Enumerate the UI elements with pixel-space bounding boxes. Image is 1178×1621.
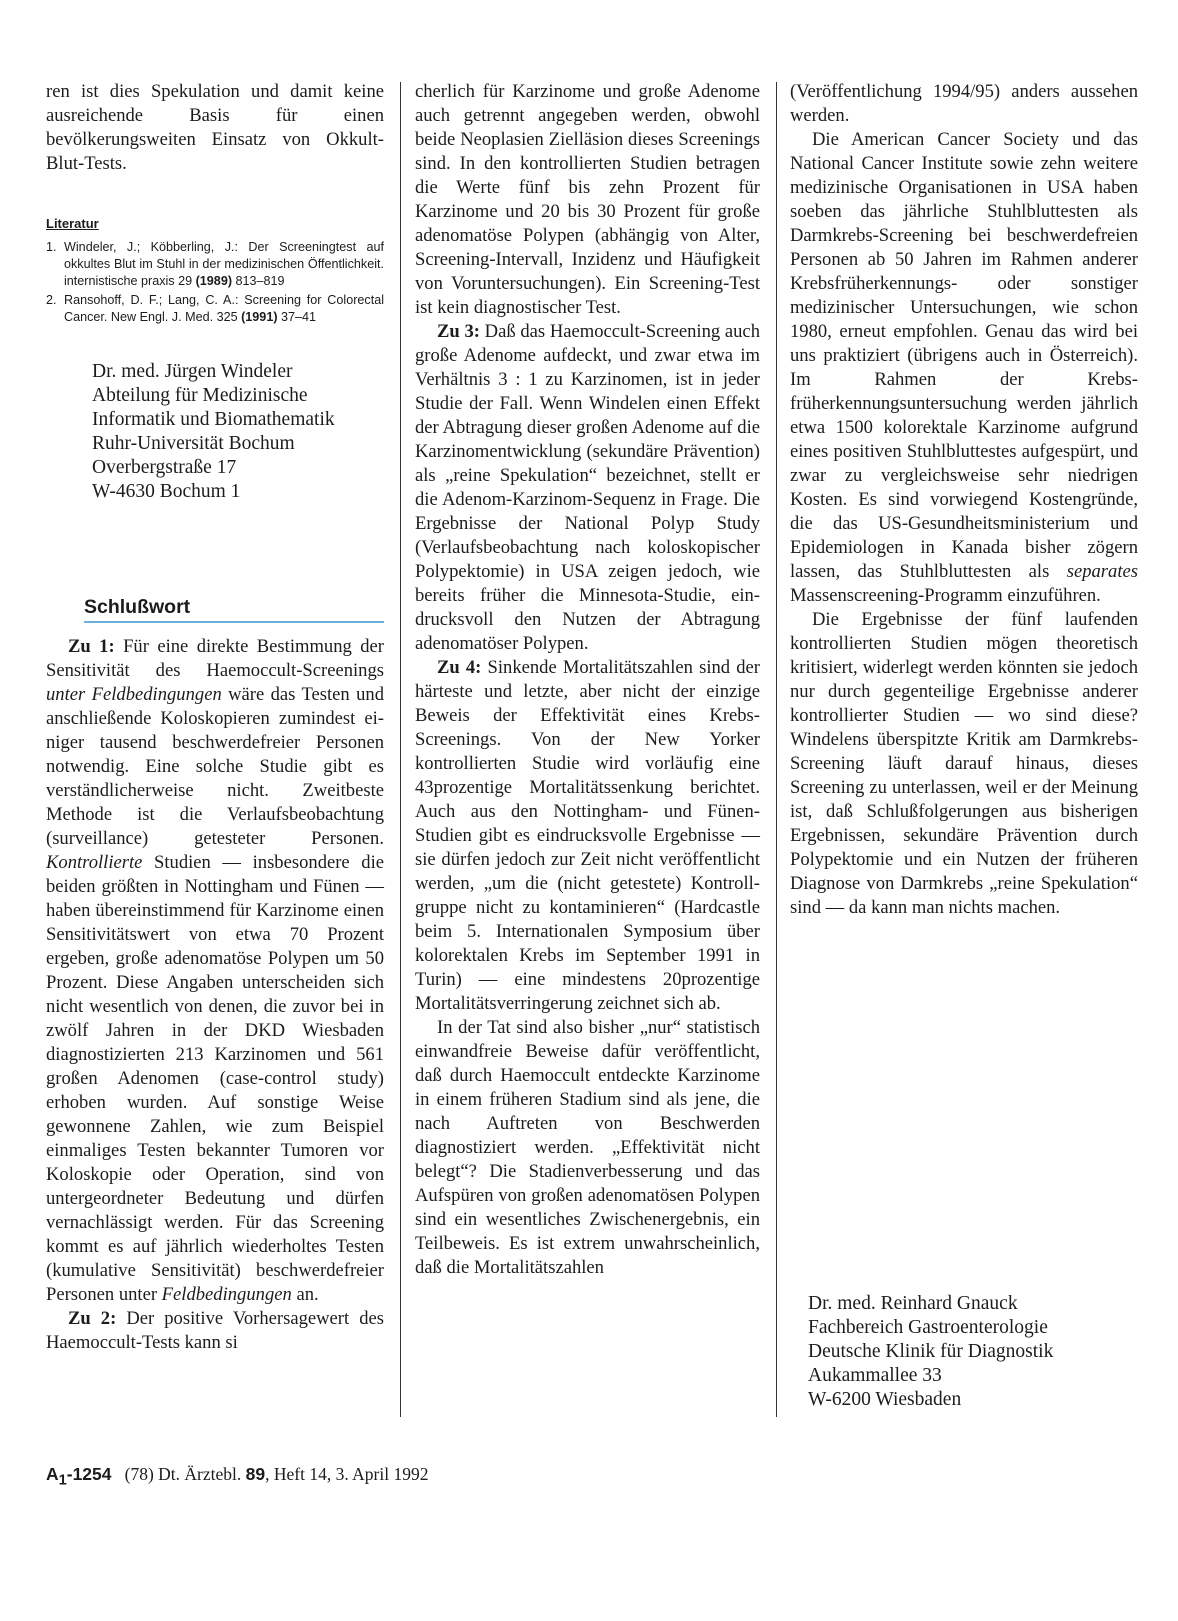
reference-item <box>46 239 384 290</box>
column-rule-left <box>400 82 401 1417</box>
address-line: Dr. med. Reinhard Gnauck <box>808 1293 1018 1314</box>
address-line: Aukammallee 33 <box>808 1365 942 1386</box>
reference-year: (1991) <box>241 310 278 324</box>
column-2 <box>415 80 760 1280</box>
column-rule-right <box>776 82 777 1417</box>
page-footer <box>46 1464 428 1489</box>
author-address <box>808 1292 1053 1412</box>
point-label: Zu 2: <box>68 1308 117 1329</box>
reference-list <box>46 239 384 326</box>
reference-pages: 37–41 <box>277 310 317 324</box>
address-line: Overbergstraße 17 <box>92 457 237 478</box>
paragraph: Die Ergebnisse der fünf laufenden kontrollierten Studien mögen theoretisch kritisiert, widerlegt werden könnten sie jedoch nur durch gegenteilige Ergebnisse anderer kontrollierter Studien — wo sind diese? Windelens überspitzte Kritik am Darmkrebs-Screening läuft darauf hinaus, dieses Screening zu unterlassen, weil er der Meinung ist, daß Schlußfolgerungen aus bisherigen Ergebnissen, sekundäre Prävention durch Polypektomie und ein Nutzen der früheren Diagnose von Darmkrebs „reine Spekulation“ sind — da kann man nichts machen. <box>790 609 1138 918</box>
column-3 <box>790 80 1138 920</box>
intro-paragraph: ren ist dies Spekulation und damit keine ausreichende Basis für einen bevölkerungsweiten Einsatz von Okkult-Blut-Tests. <box>46 81 384 174</box>
address-line: Informatik und Biomathematik <box>92 409 335 430</box>
paragraph-zu2: Zu 2: Der positive Vorhersagewert des Haemoccult-Tests kann si <box>46 1308 384 1353</box>
reference-text: Windeler, J.; Köbberling, J.: Der Screeningtest auf okkultes Blut im Stuhl in der medizinischen Öffentlichkeit. internistische praxis 29 <box>64 240 384 288</box>
reference-number: 2. <box>46 293 57 307</box>
paragraph: In der Tat sind also bisher „nur“ statistisch einwandfreie Beweise dafür veröffentlicht, daß durch Haemoccult entdeckte Karzinome in einem früheren Stadium sind als jene, die nach Auftreten von Beschwerden diagnostiziert werden. „Effektivität nicht belegt“? Die Stadienverbesserung und das Aufspüren von großen adenomatösen Polypen sind ein wesentliches Zwischenergebnis, ein Teilbeweis. Es ist extrem unwahrscheinlich, daß die Mortalitätszahlen <box>415 1017 760 1278</box>
point-label: Zu 4: <box>437 657 482 678</box>
reference-item <box>46 292 384 326</box>
journal-citation: (78) Dt. Ärztebl. <box>124 1464 246 1484</box>
address-line: W-6200 Wiesbaden <box>808 1389 962 1410</box>
page-number: $A_1-1254$ <box>46 1464 112 1489</box>
address-line: Deutsche Klinik für Diagnostik <box>808 1341 1054 1362</box>
column-1 <box>46 80 384 1355</box>
point-label: Zu 3: <box>437 321 480 342</box>
journal-issue: , Heft 14, 3. April 1992 <box>265 1464 429 1484</box>
address-line: Abteilung für Medizinische <box>92 385 308 406</box>
point-label: Zu 1: <box>68 636 115 657</box>
reference-pages: 813–819 <box>232 274 285 288</box>
paragraph-zu4: Zu 4: Sinkende Mortalitätszahlen sind der härteste und letzte, aber nicht der einzige Beweis der Effektivität eines Krebs-Screenings. Von der New Yorker kontrollierten Studie wird vorläufig eine 43prozentige Mortalitätssenkung berichtet. Auch aus den Nottingham- und Fünen-Studien gibt es eindrucksvolle Ergebnisse — sie dürfen jedoch zur Zeit nicht veröffentlicht werden, „um die (nicht getestete) Kontrollgruppe nicht zu kontaminieren“ (Hardcastle beim 5. Internationalen Symposium über kolorektalen Krebs im September 1991 in Turin) — eine mindestens 20prozentige Mortalitätsverringerung zeichnet sich ab. <box>415 657 760 1014</box>
author-address <box>92 360 384 504</box>
paragraph: Die American Cancer Society und das National Cancer Institute sowie zehn weitere medizinische Organisationen in USA haben soeben das jährliche Stuhlbluttesten als Darmkrebs-Screening bei beschwerdefreien Personen ab 50 Jahren im Rahmen anderer Krebsfrüherkennungs- oder sonstiger medizinischer Untersuchungen, wie schon 1980, erneut empfohlen. Genau das wird bei uns praktiziert (übrigens auch in Österreich). Im Rahmen der Krebsfrüherkennungsuntersuchung werden jährlich etwa 1500 kolorektale Karzinome aufgrund eines positiven Stuhlbluttestes aufgespürt, und zwar zu vergleichsweise sehr niedrigen Kosten. Es sind vorwiegend Kostengründe, die das US-Gesundheitsministerium und Epidemiologen in Kanada bisher zögern lassen, das Stuhlbluttesten als separates Massenscreening-Programm einzuführen. <box>790 129 1138 606</box>
paragraph: (Veröffentlichung 1994/95) anders aussehen werden. <box>790 81 1138 126</box>
section-heading: Schlußwort <box>84 596 384 623</box>
literature-heading: Literatur <box>46 216 99 231</box>
reference-text: Ransohoff, D. F.; Lang, C. A.: Screening for Colorectal Cancer. New Engl. J. Med. 325 <box>64 293 384 324</box>
paragraph-zu3: Zu 3: Daß das Haemoccult-Screening auch große Adenome aufdeckt, und zwar etwa im Verhältnis 3 : 1 zu Karzinomen, ist in jeder Studie der Fall. Wenn Windelen einen Effekt der Abtragung dieser großen Adenome auf die Karzinomentwicklung (sekundäre Prävention) als „reine Spekulation“ bezeichnet, stellt er die Adenom-Karzinom-Sequenz in Frage. Die Ergebnisse der National Polyp Study (Verlaufsbeobachtung nach koloskopischer Polypektomie) in USA zeigen jedoch, wie bereits früher die Minnesota-Studie, eindrucksvoll den Nutzen der Abtragung adenomatöser Polypen. <box>415 321 760 654</box>
journal-volume: 89 <box>245 1464 266 1484</box>
paragraph: cherlich für Karzinome und große Adenome auch getrennt angegeben werden, obwohl beide Neoplasien Zielläsion dieses Screenings sind. In den kontrollierten Studien betragen die Werte fünf bis zehn Prozent für Karzinome und 20 bis 30 Prozent für große adenomatöse Polypen (abhängig von Alter, Screening-Intervall, Inzidenz und Häufigkeit von Voruntersuchungen). Ein Screening-Test ist kein diagnostischer Test. <box>415 81 760 318</box>
reply-body <box>46 635 384 1355</box>
reference-number: 1. <box>46 240 57 254</box>
address-line: W-4630 Bochum 1 <box>92 481 241 502</box>
paragraph-zu1: Zu 1: Für eine direkte Bestimmung der Sensitivität des Haemoccult-Screenings unter Feldbedingungen wäre das Testen und anschließende Koloskopieren zumindest einiger tausend beschwerdefreier Personen notwendig. Eine solche Studie gibt es verständlicherweise nicht. Zweitbeste Methode ist die Verlaufsbeobachtung (surveillance) getesteter Personen. Kontrollierte Studien — insbesondere die beiden größten in Nottingham und Fünen — haben übereinstimmend für Karzinome einen Sensitivitätswert von etwa 70 Prozent ergeben, große adenomatöse Polypen um 50 Prozent. Diese Angaben unterscheiden sich nicht wesentlich von denen, die zuvor bei in zwölf Jahren in der DKD Wiesbaden diagnostizierten 213 Karzinomen und 561 großen Adenomen (case-control study) erhoben wurden. Auf sonstige Weise gewonnene Zahlen, wie zum Beispiel einmaliges Testen bekannter Tumoren vor Koloskopie oder Operation, sind von untergeordneter Bedeutung und dürfen vernachlässigt werden. Für das Screening kommt es auf jährlich wiederholtes Testen (kumulative Sensitivität) beschwerdefreier Personen unter Feldbedingungen an. <box>46 636 384 1305</box>
address-line: Dr. med. Jürgen Windeler <box>92 361 293 382</box>
reference-year: (1989) <box>195 274 233 288</box>
address-line: Fachbereich Gastroenterologie <box>808 1317 1048 1338</box>
address-line: Ruhr-Universität Bochum <box>92 433 295 454</box>
